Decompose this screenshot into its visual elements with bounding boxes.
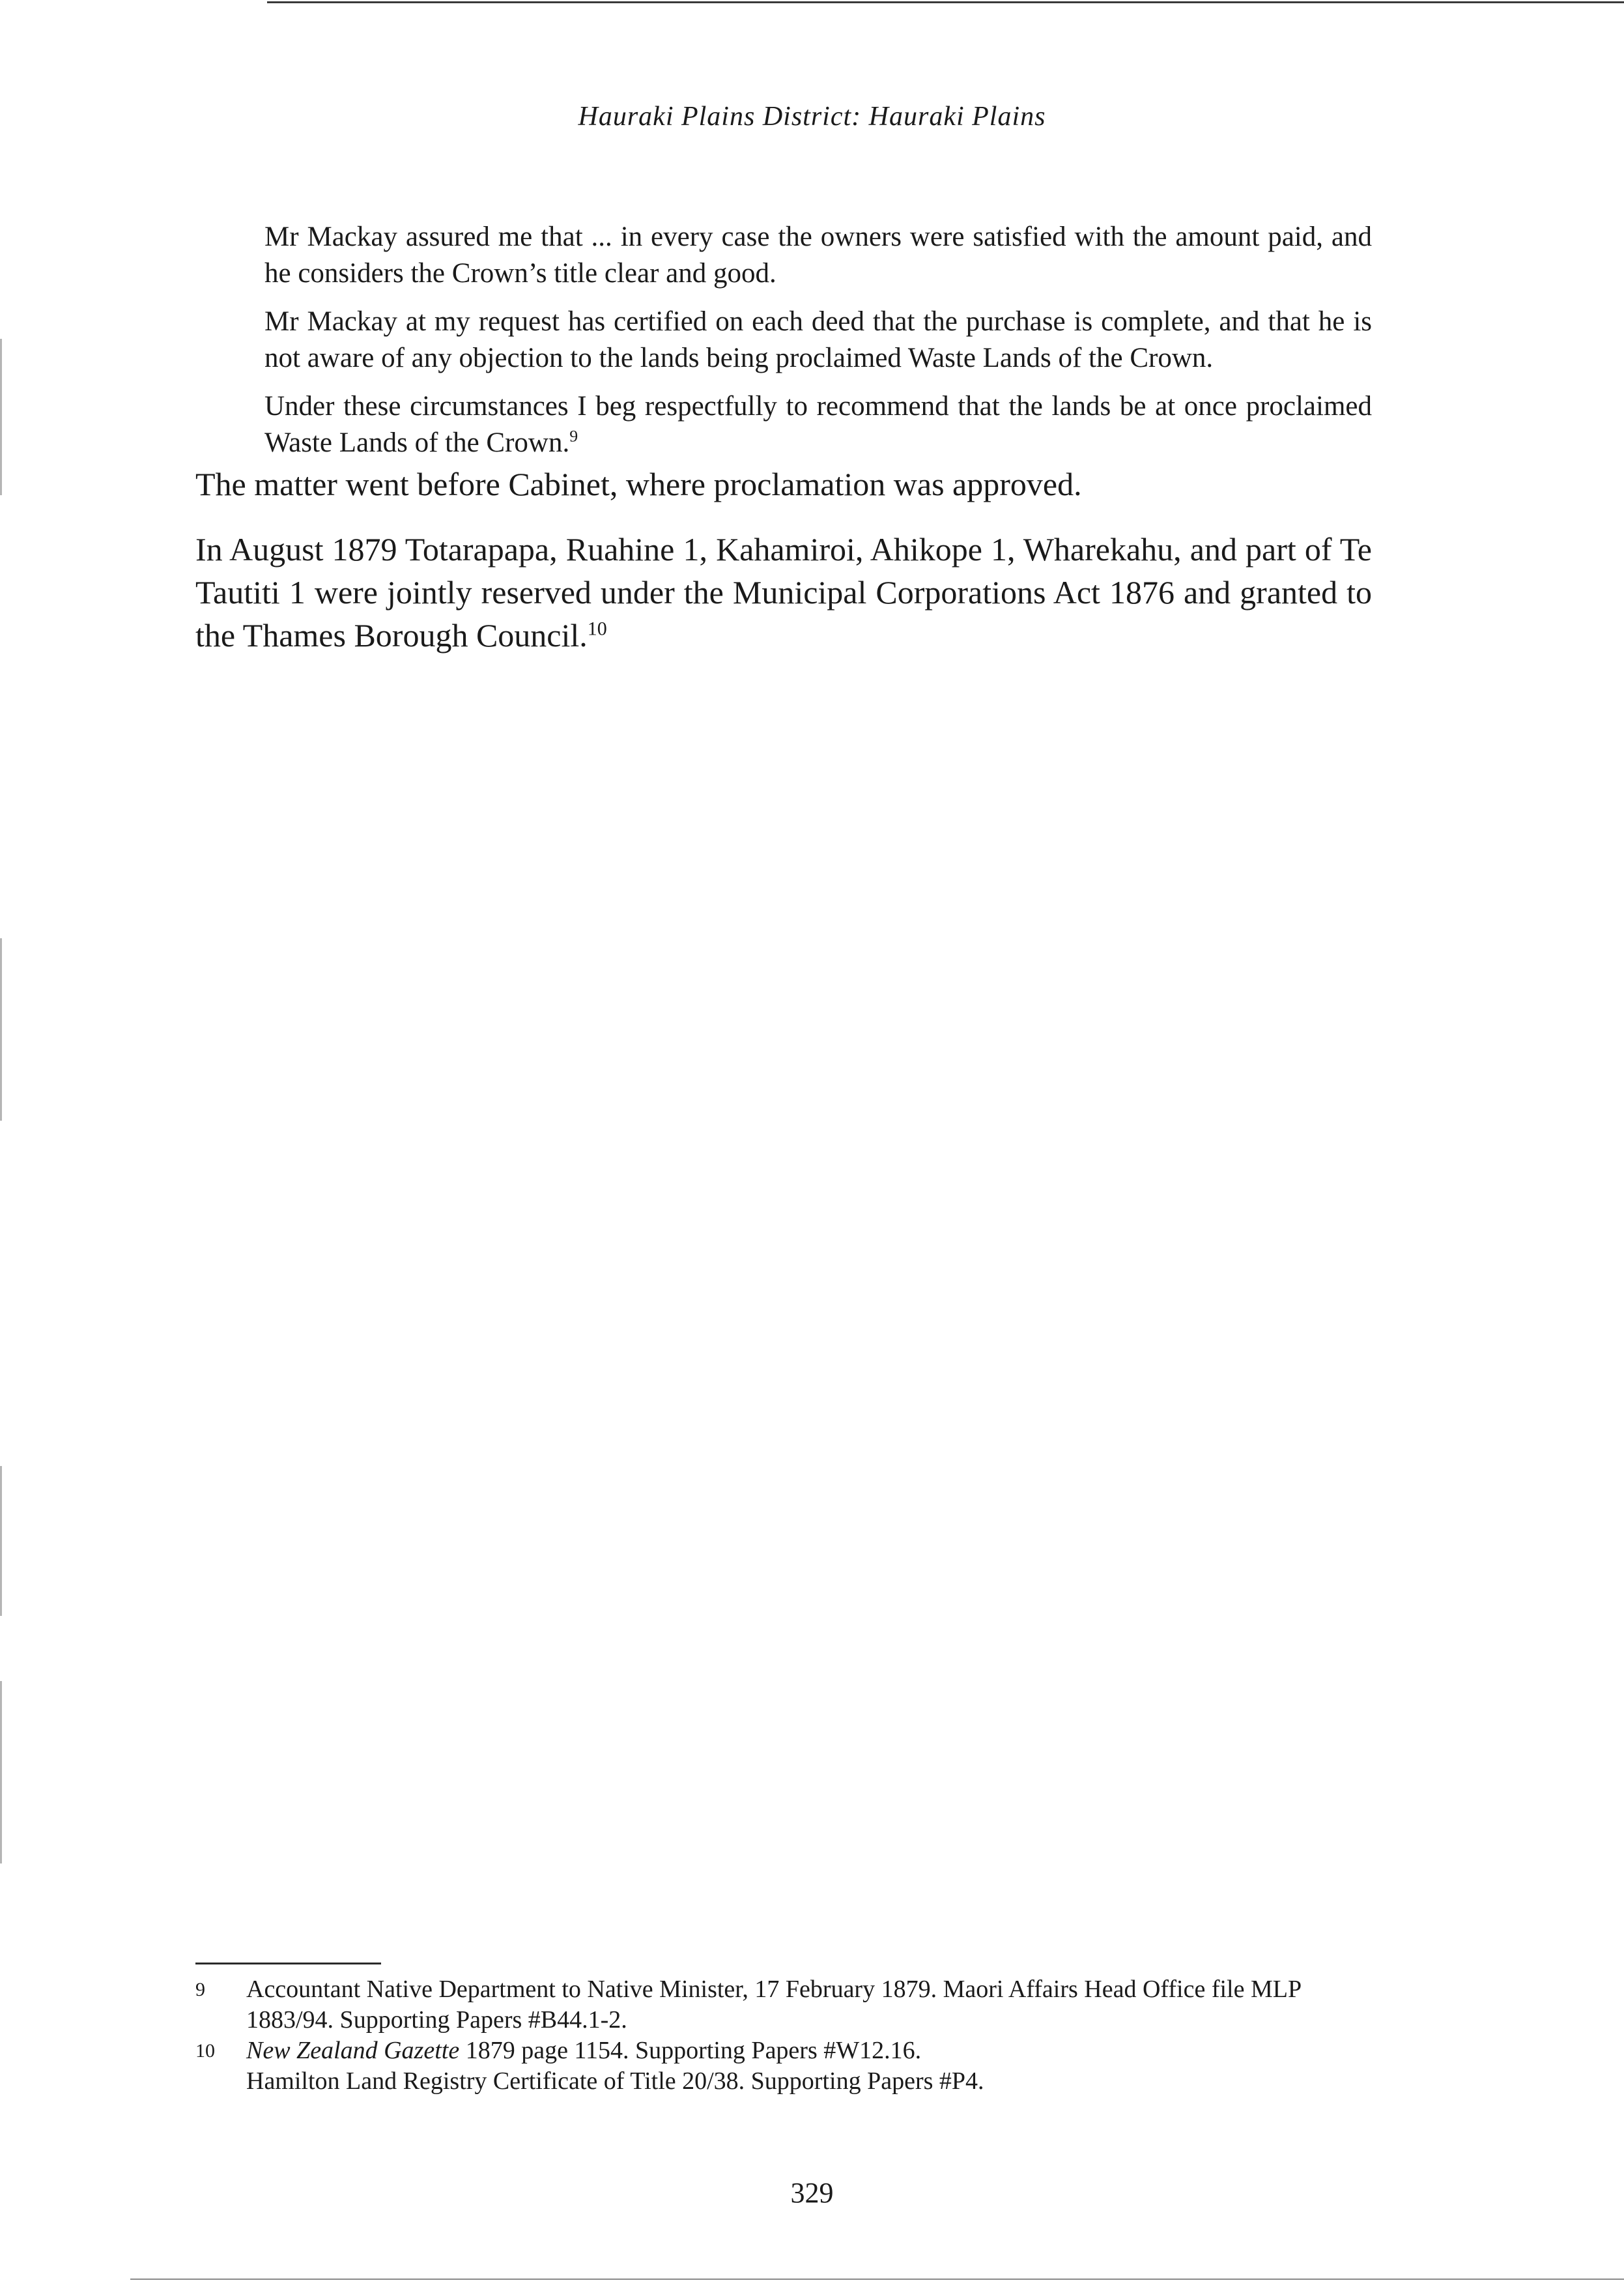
footnote — [195, 2035, 1375, 2097]
running-head: Hauraki Plains District: Hauraki Plains — [578, 102, 1046, 132]
bottom-scan-rule — [130, 2279, 1624, 2280]
footnote-reference: 10 — [587, 618, 607, 640]
footnote-text: New Zealand Gazette 1879 page 1154. Supporting Papers #W12.16. — [246, 2037, 922, 2064]
block-quote — [264, 219, 1372, 473]
top-scan-rule — [267, 1, 1624, 3]
body-paragraph: The matter went before Cabinet, where proclamation was approved. — [195, 466, 1082, 502]
footnote-italic-title: New Zealand Gazette — [246, 2037, 460, 2064]
scan-edge-mark — [0, 938, 2, 1121]
quote-paragraph: Mr Mackay assured me that ... in every case the owners were satisfied with the amount paid, and he considers the Crown’s title clear and good. — [264, 222, 1372, 289]
footnote-text: Accountant Native Department to Native Minister, 17 February 1879. Maori Affairs Head Office file MLP 1883/94. Supporting Papers #B44.1-2. — [246, 1976, 1301, 2034]
footnote — [195, 1974, 1375, 2035]
quote-paragraph: Mr Mackay at my request has certified on each deed that the purchase is complete, and that he is not aware of any objection to the lands being proclaimed Waste Lands of the Crown. — [264, 306, 1372, 373]
footnote-text: Hamilton Land Registry Certificate of Title 20/38. Supporting Papers #P4. — [246, 2067, 984, 2095]
quote-paragraph: Under these circumstances I beg respectfully to recommend that the lands be at once proclaimed Waste Lands of the Crown.$^9$ — [264, 391, 1372, 458]
scan-edge-mark — [0, 339, 2, 495]
footnote-separator — [195, 1963, 381, 1964]
scan-edge-mark — [0, 1466, 2, 1616]
body-text — [195, 463, 1372, 679]
scan-edge-mark — [0, 1681, 2, 1863]
footnote-number: 9 — [195, 1979, 205, 2000]
footnote-number: 10 — [195, 2040, 215, 2062]
footnotes — [195, 1974, 1375, 2097]
body-paragraph: In August 1879 Totarapapa, Ruahine 1, Kahamiroi, Ahikope 1, Wharekahu, and part of Te Tautiti 1 were jointly reserved under the Municipal Corporations Act 1876 and granted to the Thames Borough Council.$^{10}$ — [195, 531, 1372, 654]
page-number: 329 — [790, 2177, 834, 2209]
footnote-reference: 9 — [569, 426, 578, 446]
